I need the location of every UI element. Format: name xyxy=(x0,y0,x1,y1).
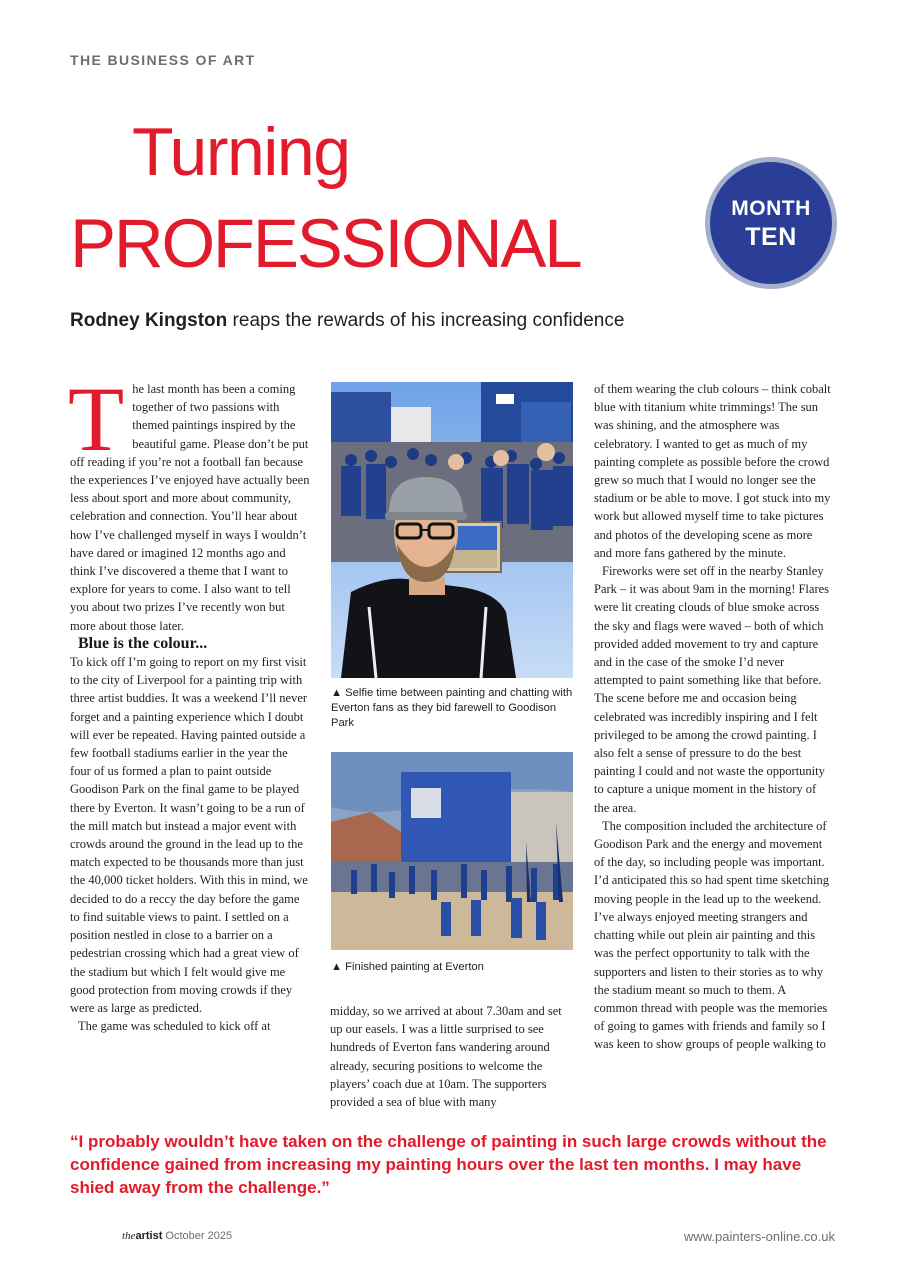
painting-caption: ▲ Finished painting at Everton xyxy=(331,961,484,973)
month-badge-label: MONTH xyxy=(731,197,811,220)
intro-text: he last month has been a coming together of two passions with themed paintings inspired by the beautiful game. Please don’t be put off reading if you’re not a football fan because the experiences I’ve enjoyed have actually been less about sport and more about community, celebration and connection. You’ll hear about how I’ve challenged myself in ways I wouldn’t have dared or imagined 12 months ago and think I’ve discovered a theme that I want to explore for years to come. I also want to tell you about two prizes I’ve recently won but more about those later. xyxy=(70,382,310,633)
standfirst xyxy=(70,310,624,332)
selfie-illustration xyxy=(331,382,573,678)
article-column-3 xyxy=(594,380,832,1054)
footer-url[interactable]: www.painters-online.co.uk xyxy=(683,1229,835,1244)
paragraph-sea-of-blue: of them wearing the club colours – think cobalt blue with titanium white trimmings! The sun was shining, and the atmosphere was celebratory. I wanted to get as much of my painting complete as possible before the crowd grew so much that I would no longer see the stadium or be able to move. I got stuck into my work but allowed myself time to take pictures and photos of the developing scene as more and more fans gathered by the minute. xyxy=(594,382,831,560)
subheading: Blue is the colour... xyxy=(78,634,208,652)
intro-paragraph xyxy=(68,368,310,635)
pull-quote: “I probably wouldn’t have taken on the challenge of painting in such large crowds without the confidence gained from increasing my painting hours over the last ten months. I may have shied away from the challenge.” xyxy=(70,1132,827,1197)
paragraph-fireworks: Fireworks were set off in the nearby Stanley Park – it was about 9am in the morning! Flares were lit creating clouds of blue smoke across the sky and flags were waved – both of which provided added movement to try and capture and in the case of the smoke I’d never attempted to paint something like that before. The scene before me and occasion being celebrated was incredibly inspiring and I felt privileged to be among the crowd painting. I also felt a sense of pressure to do the best painting I could and not waste the opportunity to capture a unique moment in the history of the area. xyxy=(594,564,830,815)
author-name: Rodney Kingston xyxy=(70,310,228,331)
painting-illustration xyxy=(331,752,573,950)
standfirst-text: reaps the rewards of his increasing confidence xyxy=(227,310,625,331)
headline-line-1: Turning xyxy=(132,114,350,190)
magazine-logo-the: the xyxy=(122,1230,136,1242)
paragraph-liverpool-trip: To kick off I’m going to report on my first visit to the city of Liverpool for a painting trip with three artist buddies. It was a weekend I’ll never forget and a painting experience which I doubt will ever be repeated. Having painted outside a few football stadiums earlier in the year the four of us formed a plan to paint outside Goodison Park on the final game to be played there by Everton. It wasn’t going to be a run of the mill match but instead a major event with crowds around the ground in the lead up to the match expected to be thousands more than just the 40,000 ticket holders. With this in mind, we decided to do a reccy the day before the game to find suitable views to paint. I settled on a position nestled in close to a barrier on a pedestrian crossing which had a great view of the stadium but which I felt would give me good protection from moving crowds if they were as large as predicted. xyxy=(70,655,308,1015)
paragraph-kickoff-continued: midday, so we arrived at about 7.30am and set up our easels. I was a little surprised to see hundreds of Everton fans wandering around already, securing positions to welcome the players’ coach due at 10am. The supporters provided a sea of blue with many xyxy=(330,1004,562,1110)
section-label: THE BUSINESS OF ART xyxy=(70,52,256,68)
selfie-caption: ▲ Selfie time between painting and chatting with Everton fans as they bid farewell to Goodison Park xyxy=(331,687,573,729)
paragraph-kickoff-start: The game was scheduled to kick off at xyxy=(78,1019,271,1034)
selfie-photo xyxy=(331,382,573,678)
footer-issue xyxy=(122,1230,232,1242)
paragraph-composition: The composition included the architecture of Goodison Park and the energy and movement of the day, so including people was important. I’d anticipated this so had spent time sketching moving people in the lead up to the weekend. I’ve always enjoyed meeting strangers and chatting while out plein air painting and this was the perfect opportunity to talk with the supporters and listen to their stories as to why the stadium meant so much to them. A common thread with people was the memories of going to games with friends and family so I was keen to show groups of people walking to xyxy=(594,818,830,1052)
month-badge-number: TEN xyxy=(745,223,797,251)
drop-cap: T xyxy=(68,368,125,470)
issue-date: October 2025 xyxy=(165,1230,233,1242)
painting-photo xyxy=(331,752,573,950)
month-badge xyxy=(705,157,837,289)
article-column-1 xyxy=(68,368,310,1035)
article-column-2 xyxy=(330,1002,570,1111)
magazine-logo-artist: artist xyxy=(135,1230,163,1242)
headline-line-2: PROFESSIONAL xyxy=(70,205,581,282)
